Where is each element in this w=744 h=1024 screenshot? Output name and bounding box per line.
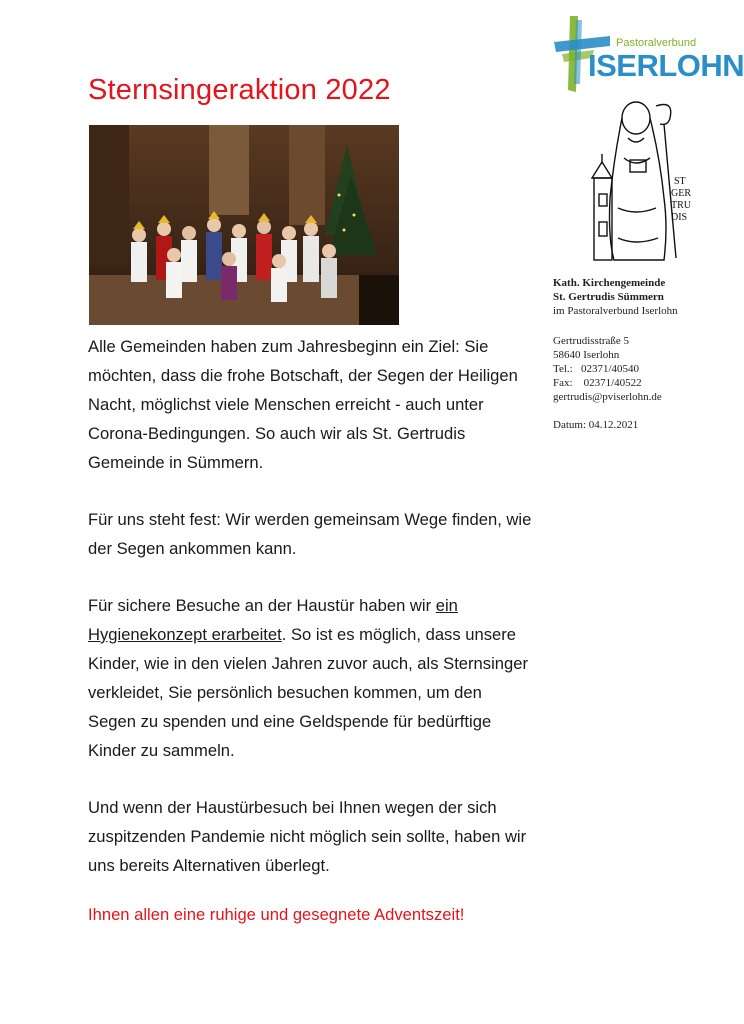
paragraph-3: Für sichere Besuche an der Haustür haben wir ein Hygienekonzept erarbeitet. So ist es möglich, dass unsere Kinder, wie in den vielen Jahren zuvor auch, als Sternsinger verkleidet, Sie persönlich besuchen kommen, um den Segen zu spenden und eine Geldspende für bedürftige Kinder zu sammeln. bbox=[88, 596, 528, 760]
svg-text:DIS: DIS bbox=[671, 212, 688, 223]
svg-text:TRU: TRU bbox=[671, 200, 691, 211]
closing-greeting: Ihnen allen eine ruhige und gesegnete Adventszeit! bbox=[88, 905, 465, 924]
sternsinger-photo bbox=[89, 125, 399, 325]
document-date: Datum: 04.12.2021 bbox=[553, 419, 639, 431]
letter-body bbox=[88, 332, 533, 957]
saint-gertrudis-drawing-icon bbox=[584, 98, 694, 266]
paragraph-2: Für uns steht fest: Wir werden gemeinsam Wege finden, wie der Segen ankommen kann. bbox=[88, 510, 532, 558]
logo-subtitle: Pastoralverbund bbox=[616, 37, 697, 49]
svg-text:GER: GER bbox=[671, 188, 691, 199]
email-address[interactable]: gertrudis@pviserlohn.de bbox=[553, 391, 662, 403]
contact-sidebar bbox=[553, 276, 718, 432]
paragraph-1: Alle Gemeinden haben zum Jahresbeginn ein Ziel: Sie möchten, dass die frohe Botschaft, der Segen der Heiligen Nacht, möglichst viele Menschen erreicht - auch unter Corona-Bedingungen. So auch wir als St. Gertrudis Gemeinde in Sümmern. bbox=[88, 337, 518, 472]
parish-name-line3: im Pastoralverbund Iserlohn bbox=[553, 305, 678, 317]
address-city: 58640 Iserlohn bbox=[553, 349, 620, 361]
fax-line: Fax: 02371/40522 bbox=[553, 377, 642, 389]
fax-number: 02371/40522 bbox=[583, 377, 642, 389]
logo-wordmark: ISERLOHN bbox=[588, 48, 744, 83]
parish-name-line2: St. Gertrudis Sümmern bbox=[553, 291, 664, 303]
parish-name-line1: Kath. Kirchengemeinde bbox=[553, 277, 666, 289]
telephone-number: 02371/40540 bbox=[580, 363, 640, 375]
svg-text:ST: ST bbox=[674, 176, 686, 187]
telephone-line: Tel.: 02371/40540 bbox=[553, 363, 640, 375]
address-street: Gertrudisstraße 5 bbox=[553, 335, 630, 347]
hygiene-concept-link[interactable]: ein Hygienekonzept erarbeitet bbox=[88, 596, 458, 644]
paragraph-4: Und wenn der Haustürbesuch bei Ihnen wegen der sich zuspitzenden Pandemie nicht möglich sein sollte, haben wir uns bereits Alternativen überlegt. bbox=[88, 798, 527, 875]
page-title: Sternsingeraktion 2022 bbox=[88, 74, 391, 106]
